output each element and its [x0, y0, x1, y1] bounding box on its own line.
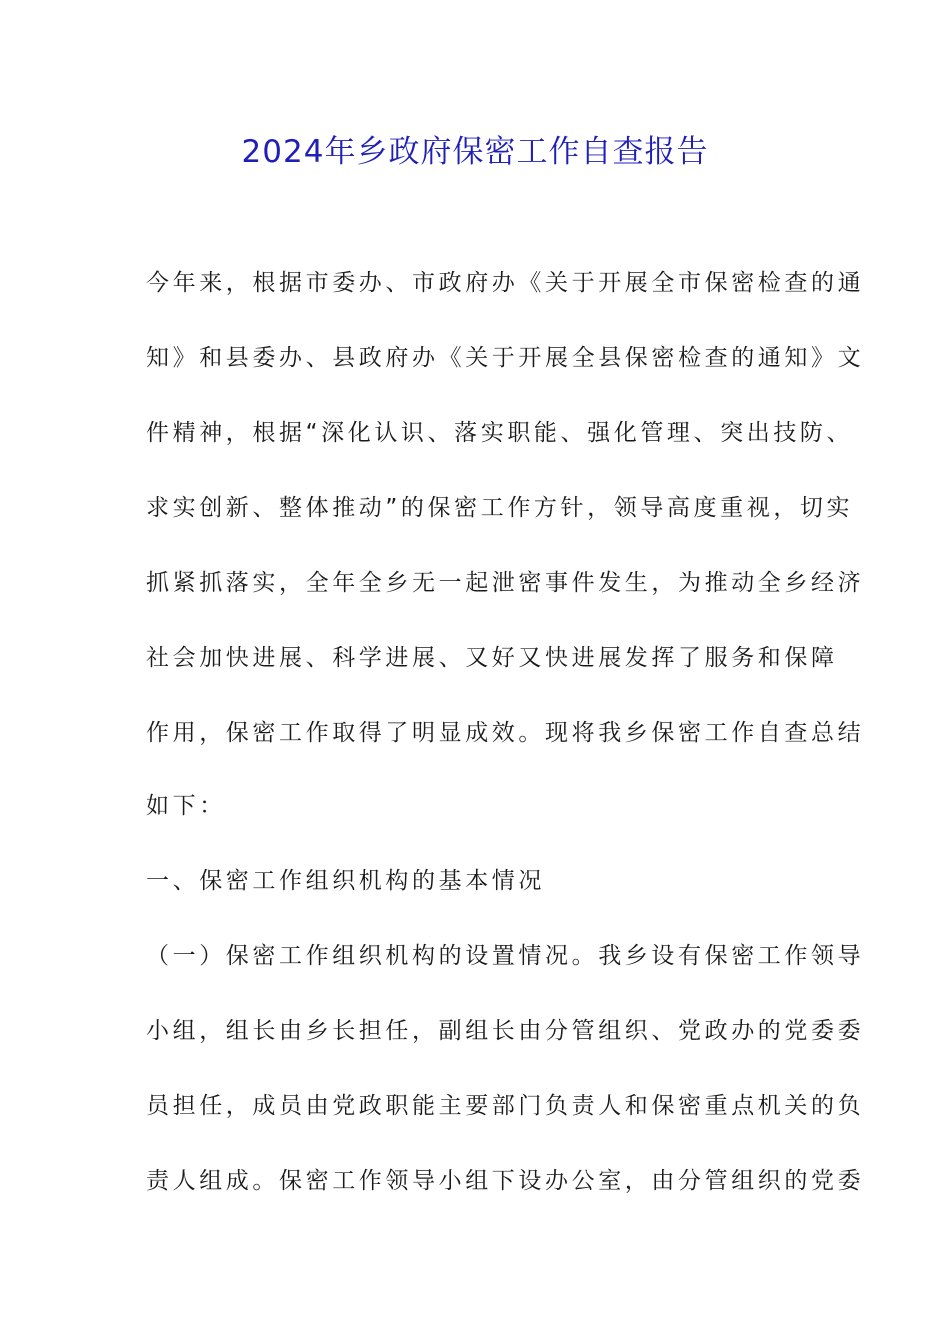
body-line: 如下： — [146, 793, 226, 819]
body-line: 社会加快进展、科学进展、又好又快进展发挥了服务和保障 — [146, 645, 838, 671]
body-line: 员担任，成员由党政职能主要部门负责人和保密重点机关的负 — [146, 1093, 865, 1119]
body-line: 小组，组长由乡长担任，副组长由分管组织、党政办的党委委 — [146, 1018, 865, 1044]
body-line: 今年来，根据市委办、市政府办《关于开展全市保密检查的通 — [146, 270, 865, 296]
body-line: 知》和县委办、县政府办《关于开展全县保密检查的通知》文 — [146, 345, 865, 371]
body-line: 件精神，根据“深化认识、落实职能、强化管理、突出技防、 — [146, 420, 854, 446]
body-line: （一）保密工作组织机构的设置情况。我乡设有保密工作领导 — [146, 943, 865, 969]
body-line: 求实创新、整体推动”的保密工作方针，领导高度重视，切实 — [146, 495, 854, 521]
section-heading: 一、保密工作组织机构的基本情况 — [146, 868, 545, 894]
body-line: 抓紧抓落实，全年全乡无一起泄密事件发生，为推动全乡经济 — [146, 570, 865, 596]
document-title: 2024年乡政府保密工作自查报告 — [241, 134, 709, 170]
body-line: 责人组成。保密工作领导小组下设办公室，由分管组织的党委 — [146, 1168, 865, 1194]
body-line: 作用，保密工作取得了明显成效。现将我乡保密工作自查总结 — [146, 720, 865, 746]
